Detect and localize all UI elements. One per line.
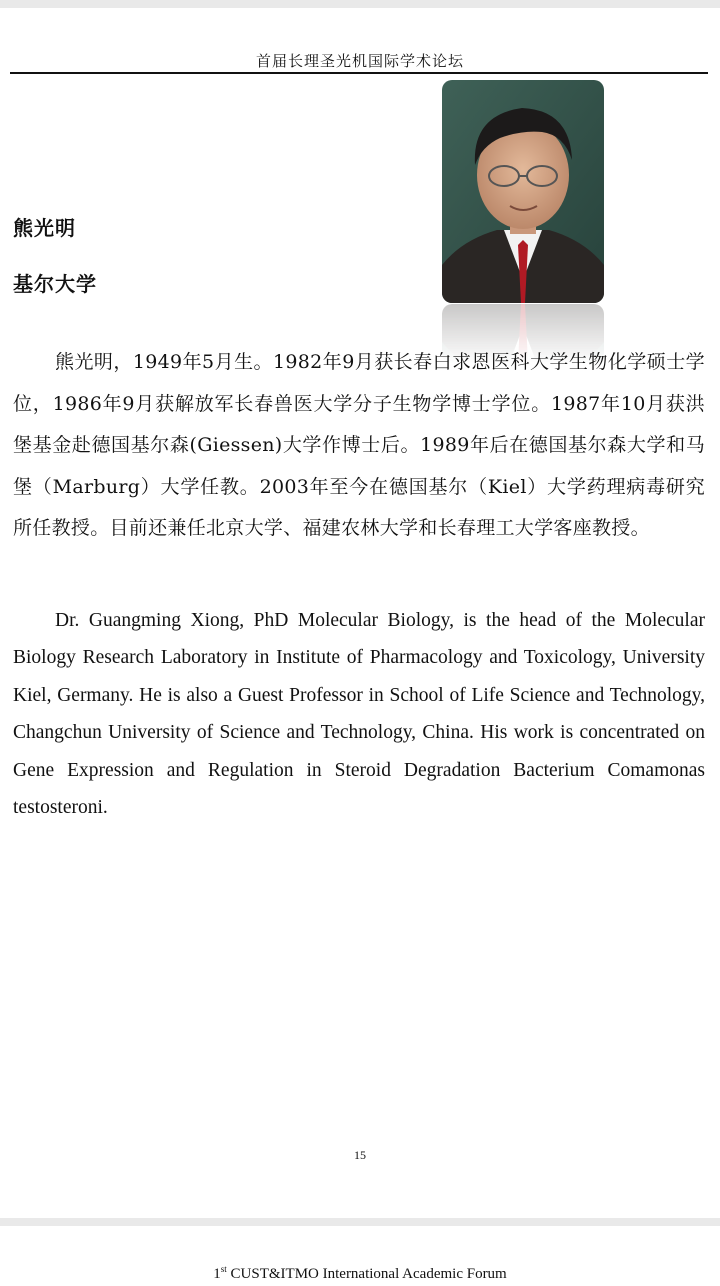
person-name: 熊光明 bbox=[13, 216, 76, 240]
bio-chinese: 熊光明，1949年5月生。1982年9月获长春白求恩医科大学生物化学硕士学位，1986年9月获解放军长春兽医大学分子生物学博士学位。1987年10月获洪堡基金赴德国基尔森(Giessen)大学作博士后。1989年后在德国基尔森大学和马堡（Marburg）大学任教。2003年至今在德国基尔（Kiel）大学药理病毒研究所任教授。目前还兼任北京大学、福建农林大学和长春理工大学客座教授。 bbox=[13, 351, 705, 539]
running-header: 首届长理圣光机国际学术论坛 bbox=[255, 52, 464, 70]
next-page-header bbox=[0, 1264, 720, 1283]
next-page-header-prefix: 1 bbox=[213, 1266, 221, 1282]
page-number: 15 bbox=[354, 1148, 366, 1162]
next-page-header-title: CUST&ITMO International Academic Forum bbox=[226, 1266, 507, 1282]
header-rule bbox=[10, 72, 708, 74]
bio-english: Dr. Guangming Xiong, PhD Molecular Biology, is the head of the Molecular Biology Research Laboratory in Institute of Pharmacology and Toxicology, University Kiel, Germany. He is also a Guest Professor in School of Life Science and Technology, Changchun University of Science and Technology, China. His work is concentrated on Gene Expression and Regulation in Steroid Degradation Bacterium Comamonas testosteroni. bbox=[13, 610, 705, 819]
person-affiliation: 基尔大学 bbox=[13, 272, 97, 296]
portrait-photo bbox=[442, 80, 604, 303]
next-page bbox=[0, 1226, 720, 1286]
next-page-header-superscript: st bbox=[220, 1264, 227, 1274]
document-page bbox=[0, 8, 720, 1218]
